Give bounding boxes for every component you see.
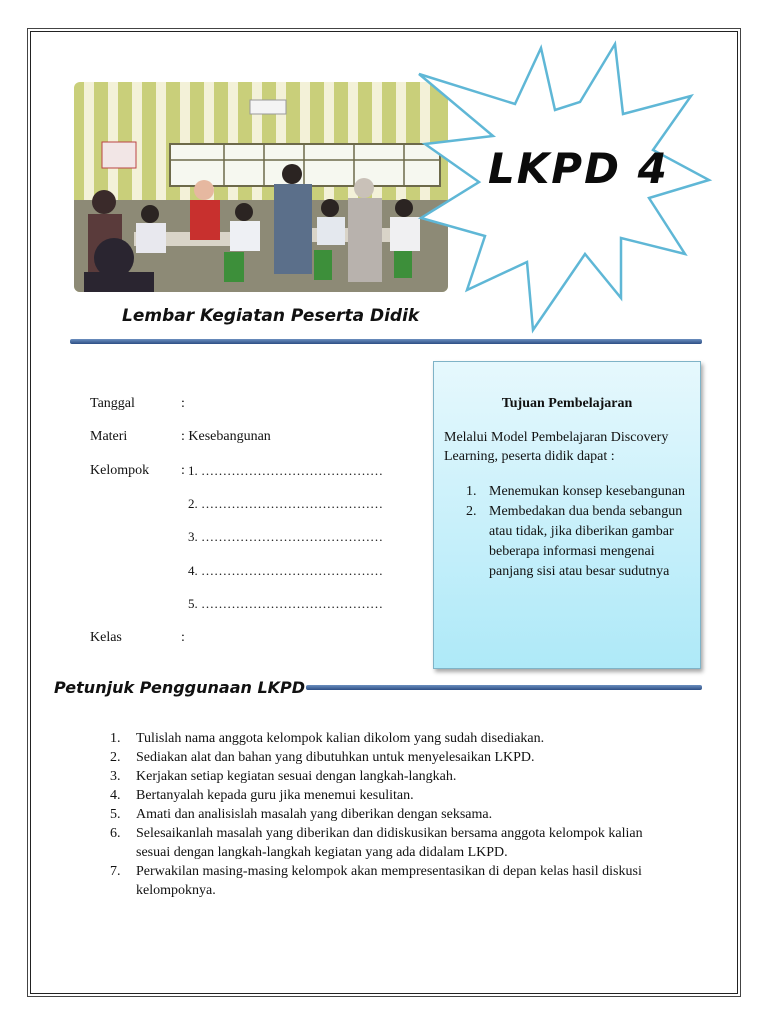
material-label: Materi [90,429,128,444]
group-member-line-4[interactable]: 4. …………………………………… [188,563,383,578]
step-text: Tulislah nama anggota kelompok kalian dikolom yang sudah disediakan. [136,731,545,746]
classroom-photo [74,82,448,292]
group-member-line-2[interactable]: 2. …………………………………… [188,496,383,511]
step-text: Sediakan alat dan bahan yang dibutuhkan untuk menyelesaikan LKPD. [136,750,535,765]
class-label: Kelas [90,630,122,645]
step-text: Amati dan analisislah masalah yang diberikan dengan seksama. [136,807,493,822]
instructions-list [110,729,670,900]
goal-text: Menemukan konsep kesebangunan [489,484,685,499]
goal-item [460,502,690,582]
instructions-title: Petunjuk Penggunaan LKPD [54,678,306,697]
goal-number: 2. [466,504,477,519]
list-item [110,748,670,767]
goal-number: 1. [466,484,477,499]
step-number: 5. [110,807,121,822]
group-label: Kelompok [90,463,150,478]
step-number: 4. [110,788,121,803]
list-item [110,729,670,748]
date-label: Tanggal [90,396,135,411]
learning-goals-box [433,361,701,669]
step-number: 7. [110,864,121,879]
date-colon: : [181,396,185,411]
list-item [110,862,670,900]
group-colon: : [181,463,185,478]
worksheet-subtitle: Lembar Kegiatan Peserta Didik [122,306,420,326]
list-item [110,767,670,786]
goal-item [460,482,690,502]
instructions-divider [306,685,702,690]
material-value-row [181,429,271,445]
list-item [110,786,670,805]
goal-text: Membedakan dua benda sebangun atau tidak, jika diberikan gambar beberapa informasi mengenai panjang sisi atau besar sudutnya [489,504,683,579]
material-value: Kesebangunan [188,429,271,444]
header-divider [70,339,702,344]
goals-intro: Melalui Model Pembelajaran Discovery Learning, peserta didik dapat : [444,430,669,464]
step-number: 2. [110,750,121,765]
step-text: Kerjakan setiap kegiatan sesuai dengan langkah-langkah. [136,769,457,784]
material-colon: : [181,429,185,444]
list-item [110,805,670,824]
group-member-line-5[interactable]: 5. …………………………………… [188,596,383,611]
step-text: Perwakilan masing-masing kelompok akan mempresentasikan di depan kelas hasil diskusi kelompoknya. [136,864,642,898]
step-text: Selesaikanlah masalah yang diberikan dan didiskusikan bersama anggota kelompok kalian sesuai dengan langkah-langkah kegiatan yang ada didalam LKPD. [136,826,643,860]
group-member-line-1[interactable]: 1. …………………………………… [188,463,383,478]
class-colon: : [181,630,185,645]
worksheet-title: LKPD 4 [488,144,669,193]
step-number: 3. [110,769,121,784]
group-member-line-3[interactable]: 3. …………………………………… [188,529,383,544]
step-number: 6. [110,826,121,841]
step-number: 1. [110,731,121,746]
goals-title: Tujuan Pembelajaran [501,396,633,411]
step-text: Bertanyalah kepada guru jika menemui kesulitan. [136,788,414,803]
goals-list [460,482,690,582]
list-item [110,824,670,862]
